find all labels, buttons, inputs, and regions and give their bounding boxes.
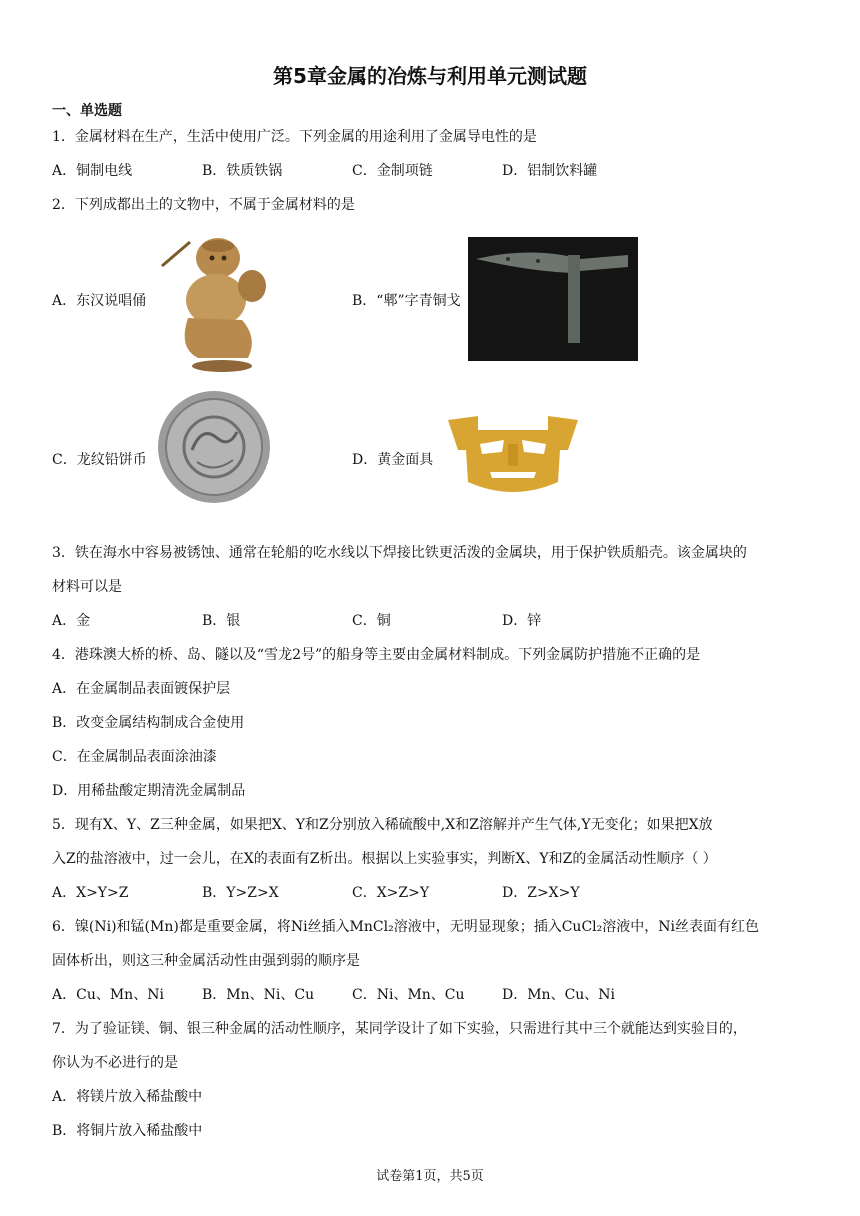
q3-stem-line-2: 材料可以是 bbox=[52, 579, 122, 595]
q2-option-b: B．“郫”字青铜戈 bbox=[352, 293, 461, 309]
q1-option-c: C．金制项链 bbox=[352, 163, 433, 179]
page-title: 第5章金属的冶炼与利用单元测试题 bbox=[273, 64, 587, 88]
q1-option-a: A．铜制电线 bbox=[52, 163, 133, 179]
q4-option-d: D．用稀盐酸定期清洗金属制品 bbox=[52, 783, 246, 799]
q2-option-c: C．龙纹铅饼币 bbox=[52, 452, 147, 468]
q7-stem-line-2: 你认为不必进行的是 bbox=[52, 1055, 178, 1071]
pottery-figurine-image bbox=[158, 228, 274, 374]
q7-option-b: B．将铜片放入稀盐酸中 bbox=[52, 1123, 203, 1139]
q6-option-b: B．Mn、Ni、Cu bbox=[202, 987, 315, 1003]
q5-stem-line-2: 入Z的盐溶液中，过一会儿，在X的表面有Z析出。根据以上实验事实，判断X、Y和Z的金属活动性顺序（ ） bbox=[52, 851, 717, 867]
q1-option-b: B．铁质铁锅 bbox=[202, 163, 283, 179]
gold-mask-image bbox=[438, 410, 588, 500]
q4-stem: 4．港珠澳大桥的桥、岛、隧以及“雪龙2号”的船身等主要由金属材料制成。下列金属防护措施不正确的是 bbox=[52, 647, 701, 663]
q7-stem-line-1: 7．为了验证镁、铜、银三种金属的活动性顺序，某同学设计了如下实验，只需进行其中三个就能达到实验目的， bbox=[52, 1021, 747, 1037]
q6-option-d: D．Mn、Cu、Ni bbox=[502, 987, 616, 1003]
bronze-dagger-axe-image bbox=[468, 237, 638, 361]
q3-option-c: C．铜 bbox=[352, 613, 391, 629]
q4-option-b: B．改变金属结构制成合金使用 bbox=[52, 715, 245, 731]
q5-option-b: B．Y>Z>X bbox=[202, 885, 279, 901]
q6-stem-line-1: 6．镍(Ni)和锰(Mn)都是重要金属，将Ni丝插入MnCl₂溶液中，无明显现象；插入CuCl₂溶液中，Ni丝表面有红色 bbox=[52, 919, 759, 935]
q5-option-a: A．X>Y>Z bbox=[52, 885, 129, 901]
q2-stem: 2．下列成都出土的文物中，不属于金属材料的是 bbox=[52, 197, 355, 213]
q3-option-a: A．金 bbox=[52, 613, 91, 629]
q7-option-a: A．将镁片放入稀盐酸中 bbox=[52, 1089, 203, 1105]
q3-stem-line-1: 3．铁在海水中容易被锈蚀、通常在轮船的吃水线以下焊接比铁更活泼的金属块，用于保护铁质船壳。该金属块的 bbox=[52, 545, 747, 561]
q6-stem-line-2: 固体析出，则这三种金属活动性由强到弱的顺序是 bbox=[52, 953, 360, 969]
dragon-coin-image bbox=[157, 390, 271, 504]
q5-stem-line-1: 5．现有X、Y、Z三种金属，如果把X、Y和Z分别放入稀硫酸中,X和Z溶解并产生气体,Y无变化；如果把X放 bbox=[52, 817, 713, 833]
section-heading: 一、单选题 bbox=[52, 103, 122, 119]
q2-option-a: A．东汉说唱俑 bbox=[52, 293, 147, 309]
q4-option-c: C．在金属制品表面涂油漆 bbox=[52, 749, 217, 765]
q1-stem: 1．金属材料在生产，生活中使用广泛。下列金属的用途利用了金属导电性的是 bbox=[52, 129, 537, 145]
q6-option-c: C．Ni、Mn、Cu bbox=[352, 987, 465, 1003]
q6-option-a: A．Cu、Mn、Ni bbox=[52, 987, 164, 1003]
q4-option-a: A．在金属制品表面镀保护层 bbox=[52, 681, 231, 697]
page-footer: 试卷第1页，共5页 bbox=[376, 1169, 484, 1184]
q5-option-c: C．X>Z>Y bbox=[352, 885, 430, 901]
q3-option-d: D．锌 bbox=[502, 613, 542, 629]
q2-option-d: D．黄金面具 bbox=[352, 452, 434, 468]
q3-option-b: B．银 bbox=[202, 613, 241, 629]
q1-option-d: D．铝制饮料罐 bbox=[502, 163, 598, 179]
q5-option-d: D．Z>X>Y bbox=[502, 885, 580, 901]
